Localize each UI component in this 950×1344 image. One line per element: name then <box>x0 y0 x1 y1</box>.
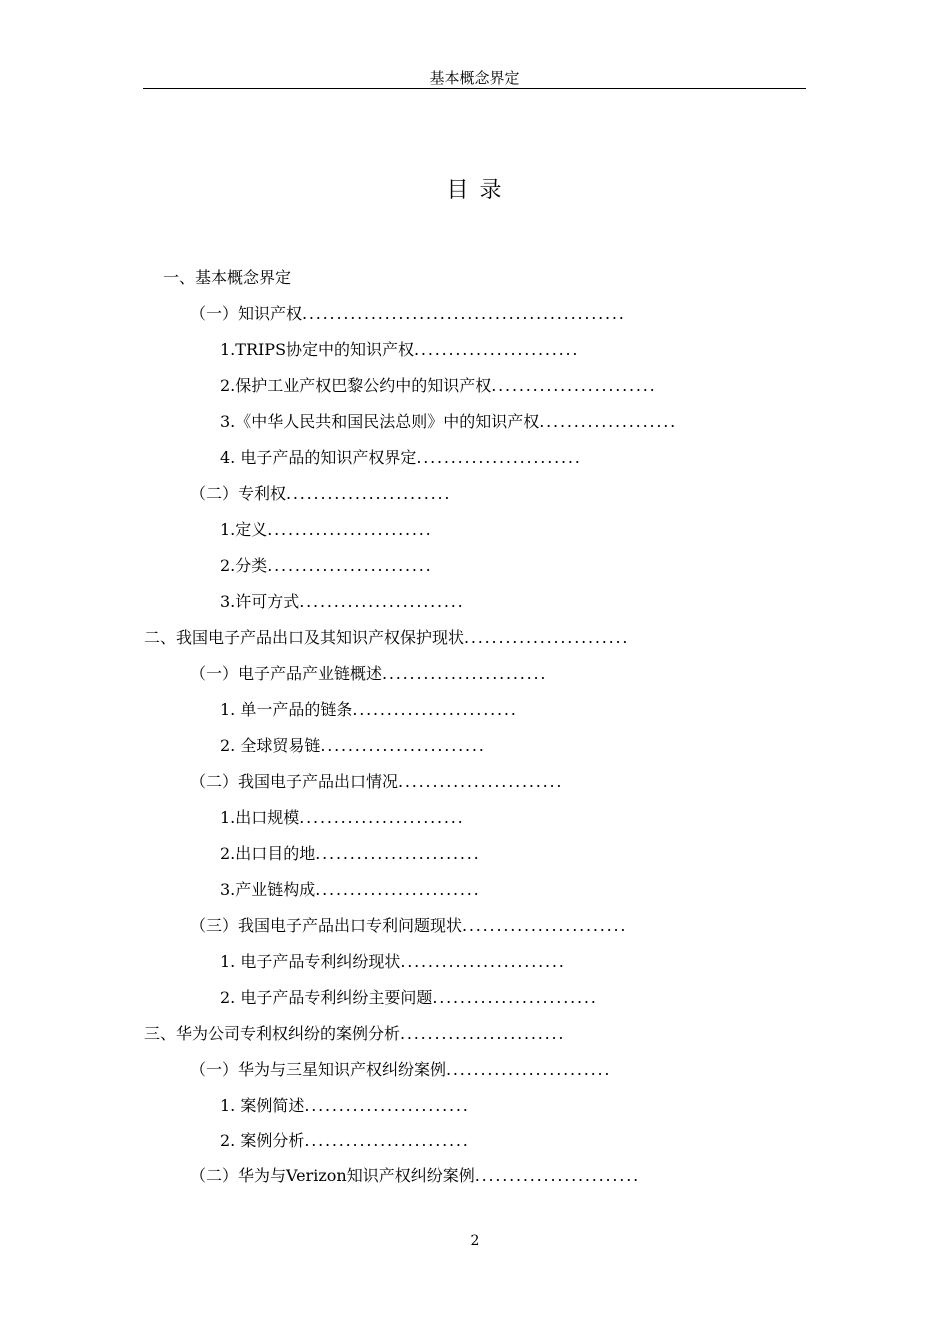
toc-entry[interactable] <box>220 1130 470 1152</box>
toc-entry-label: 1.TRIPS协定中的知识产权 <box>220 340 415 359</box>
toc-leader: ........................ <box>464 628 630 647</box>
toc-entry[interactable] <box>190 663 547 685</box>
toc-entry-label: （二）专利权 <box>190 484 287 503</box>
toc-leader: ........................ <box>414 340 580 359</box>
toc-leader: ........................ <box>267 520 433 539</box>
toc-entry-label: 3.产业链构成 <box>220 880 316 899</box>
toc-entry[interactable] <box>220 375 657 397</box>
toc-entry-label: 2.出口目的地 <box>220 844 316 863</box>
toc-leader: ........................ <box>398 772 564 791</box>
toc-entry[interactable] <box>220 735 486 757</box>
toc-entry[interactable] <box>190 483 451 505</box>
toc-leader: ........................ <box>267 556 433 575</box>
toc-entry[interactable] <box>220 519 433 541</box>
toc-leader: ........................ <box>299 592 465 611</box>
toc-entry[interactable] <box>220 1095 470 1117</box>
toc-entry-label: （二）我国电子产品出口情况 <box>190 772 399 791</box>
toc-leader: ........................ <box>382 664 548 683</box>
toc-entry-label: 2.分类 <box>220 556 268 575</box>
toc-title: 目 录 <box>446 178 504 203</box>
toc-entry[interactable] <box>190 915 627 937</box>
header-divider <box>143 88 806 89</box>
toc-entry-label: 二、我国电子产品出口及其知识产权保护现状 <box>144 628 465 647</box>
toc-leader: ........................ <box>320 736 486 755</box>
toc-leader: ........................ <box>352 700 518 719</box>
toc-entry-label: 3.许可方式 <box>220 592 300 611</box>
toc-entry[interactable] <box>220 879 481 901</box>
toc-leader: ........................ <box>315 880 481 899</box>
toc-entry-label: （二）华为与Verizon知识产权纠纷案例 <box>190 1166 475 1185</box>
toc-entry[interactable] <box>220 591 465 613</box>
toc-entry[interactable] <box>220 447 582 469</box>
toc-entry-label: 1. 单一产品的链条 <box>220 700 353 719</box>
toc-entry[interactable] <box>190 1059 611 1081</box>
toc-entry[interactable] <box>220 807 465 829</box>
toc-entry-label: （三）我国电子产品出口专利问题现状 <box>190 916 463 935</box>
toc-entry[interactable] <box>220 699 518 721</box>
toc-leader: ........................ <box>304 1131 470 1150</box>
toc-leader: ........................ <box>400 952 566 971</box>
toc-leader: ........................ <box>462 916 628 935</box>
toc-entry-label: 1. 案例简述 <box>220 1096 305 1115</box>
toc-entry-label: 1.出口规模 <box>220 808 300 827</box>
toc-leader: ........................ <box>304 1096 470 1115</box>
toc-entry[interactable] <box>220 411 677 433</box>
toc-leader: ........................ <box>432 988 598 1007</box>
toc-entry[interactable] <box>220 339 579 361</box>
toc-entry[interactable] <box>144 1023 565 1045</box>
toc-entry-label: （一）华为与三星知识产权纠纷案例 <box>190 1060 447 1079</box>
toc-entry-label: （一）电子产品产业链概述 <box>190 664 383 683</box>
running-header: 基本概念界定 <box>429 69 520 87</box>
toc-entry[interactable] <box>220 951 566 973</box>
toc-leader: ........................ <box>299 808 465 827</box>
toc-entry[interactable] <box>163 267 291 289</box>
toc-entry[interactable] <box>220 843 481 865</box>
page-number: 2 <box>470 1233 480 1249</box>
toc-entry-label: 2. 案例分析 <box>220 1131 305 1150</box>
toc-entry-label: 一、基本概念界定 <box>163 268 292 287</box>
toc-leader: ............................................... <box>302 304 626 323</box>
toc-entry-label: （一）知识产权 <box>190 304 303 323</box>
toc-leader: ........................ <box>474 1166 640 1185</box>
toc-leader: ........................ <box>286 484 452 503</box>
toc-entry[interactable] <box>190 303 626 325</box>
toc-entry-label: 1.定义 <box>220 520 268 539</box>
toc-entry-label: 2. 电子产品专利纠纷主要问题 <box>220 988 433 1007</box>
toc-leader: .................... <box>539 412 677 431</box>
toc-leader: ........................ <box>315 844 481 863</box>
toc-entry[interactable] <box>190 771 563 793</box>
toc-entry-label: 2. 全球贸易链 <box>220 736 321 755</box>
toc-entry-label: 2.保护工业产权巴黎公约中的知识产权 <box>220 376 492 395</box>
toc-entry-label: 三、华为公司专利权纠纷的案例分析 <box>144 1024 401 1043</box>
toc-leader: ........................ <box>400 1024 566 1043</box>
toc-entry-label: 4. 电子产品的知识产权界定 <box>220 448 417 467</box>
toc-entry[interactable] <box>144 627 629 649</box>
toc-leader: ........................ <box>416 448 582 467</box>
toc-leader: ........................ <box>446 1060 612 1079</box>
toc-leader: ........................ <box>491 376 657 395</box>
toc-entry[interactable] <box>190 1165 640 1187</box>
toc-entry[interactable] <box>220 987 598 1009</box>
toc-entry-label: 3.《中华人民共和国民法总则》中的知识产权 <box>220 412 540 431</box>
toc-entry[interactable] <box>220 555 433 577</box>
toc-entry-label: 1. 电子产品专利纠纷现状 <box>220 952 401 971</box>
